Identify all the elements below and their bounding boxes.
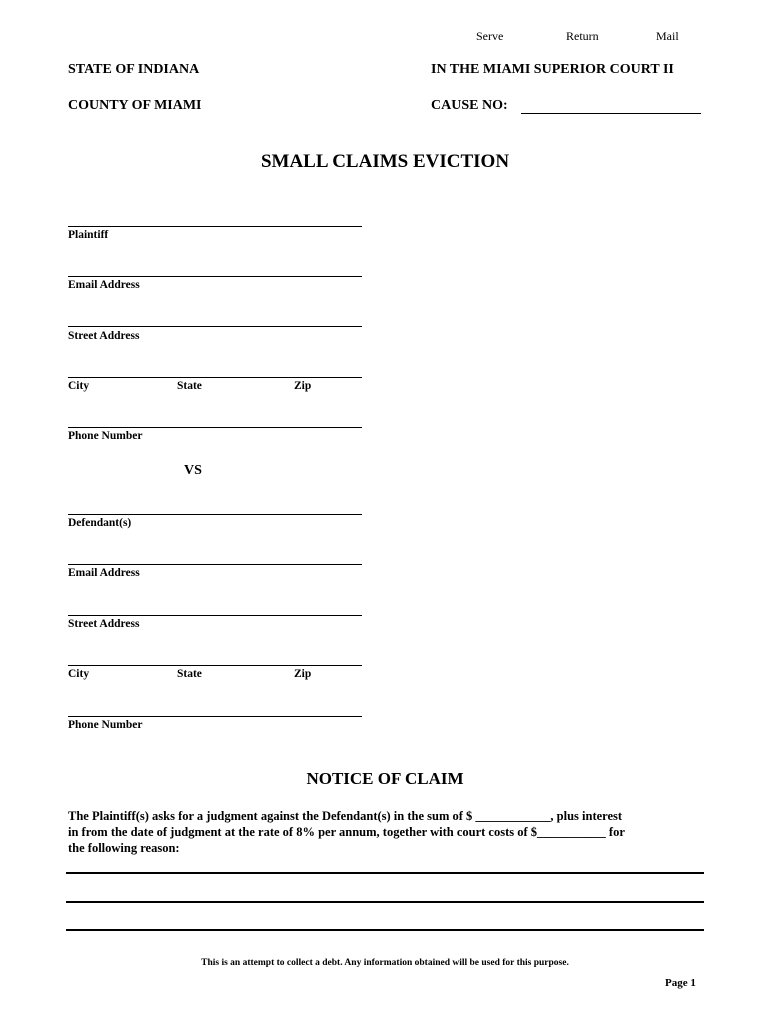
defendant-city-state-zip-field[interactable] — [68, 665, 362, 666]
defendant-label: Defendant(s) — [68, 517, 132, 529]
defendant-city-label: City — [68, 668, 90, 680]
court-heading: IN THE MIAMI SUPERIOR COURT II — [431, 62, 674, 77]
reason-line-3[interactable] — [66, 929, 704, 931]
plaintiff-phone-field[interactable] — [68, 427, 362, 428]
plaintiff-city-label: City — [68, 380, 90, 392]
versus-label: VS — [184, 463, 202, 478]
plaintiff-street-field[interactable] — [68, 326, 362, 327]
cause-number-label: CAUSE NO: — [431, 98, 508, 113]
notice-text: The Plaintiff(s) asks for a judgment against the Defendant(s) in the sum of $ ____________, plus interest in from the date of judgment at the rate of 8% per annum, together with court costs of $___________ for the following reason: — [68, 809, 625, 855]
cause-number-field[interactable] — [521, 113, 701, 114]
debt-disclaimer: This is an attempt to collect a debt. Any information obtained will be used for this purpose. — [201, 958, 569, 968]
defendant-street-label: Street Address — [68, 618, 140, 630]
page-title: SMALL CLAIMS EVICTION — [260, 151, 510, 172]
plaintiff-email-field[interactable] — [68, 276, 362, 277]
serve-label: Serve — [476, 29, 504, 43]
defendant-zip-label: Zip — [294, 668, 312, 680]
defendant-state-label: State — [177, 668, 202, 680]
mail-label: Mail — [656, 29, 679, 43]
defendant-name-field[interactable] — [68, 514, 362, 515]
defendant-phone-label: Phone Number — [68, 719, 143, 731]
plaintiff-label: Plaintiff — [68, 229, 109, 241]
reason-line-2[interactable] — [66, 901, 704, 903]
defendant-email-label: Email Address — [68, 567, 140, 579]
return-label: Return — [566, 29, 599, 43]
notice-title: NOTICE OF CLAIM — [306, 769, 464, 788]
state-heading: STATE OF INDIANA — [68, 62, 200, 77]
plaintiff-street-label: Street Address — [68, 330, 140, 342]
plaintiff-state-label: State — [177, 380, 202, 392]
plaintiff-email-label: Email Address — [68, 279, 140, 291]
plaintiff-name-field[interactable] — [68, 226, 362, 227]
plaintiff-city-state-zip-field[interactable] — [68, 377, 362, 378]
page-number: Page 1 — [665, 977, 696, 989]
county-heading: COUNTY OF MIAMI — [68, 98, 202, 113]
plaintiff-zip-label: Zip — [294, 380, 312, 392]
plaintiff-phone-label: Phone Number — [68, 430, 143, 442]
defendant-phone-field[interactable] — [68, 716, 362, 717]
defendant-street-field[interactable] — [68, 615, 362, 616]
reason-line-1[interactable] — [66, 872, 704, 874]
defendant-email-field[interactable] — [68, 564, 362, 565]
